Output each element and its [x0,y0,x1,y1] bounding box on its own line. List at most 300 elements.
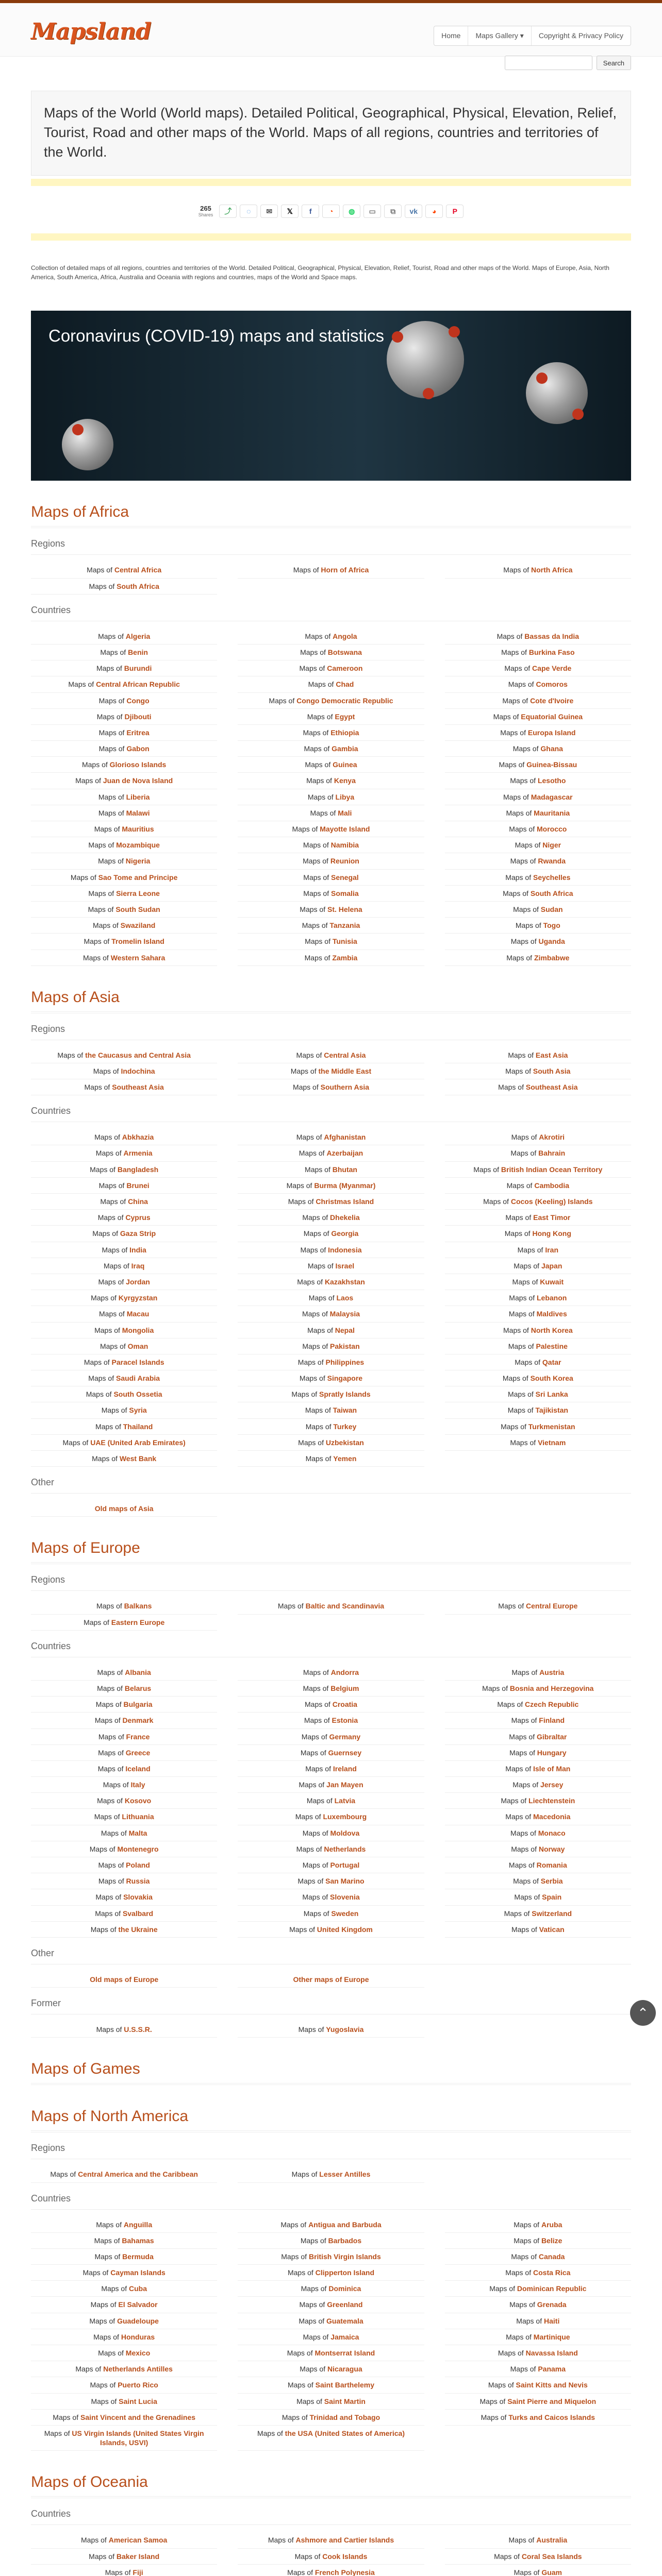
map-link-prefix: Maps of [494,2552,520,2561]
map-link[interactable] [445,676,631,692]
map-link[interactable] [238,2265,424,2281]
map-link[interactable] [238,2166,424,2182]
map-link[interactable] [238,660,424,676]
map-link[interactable] [445,2297,631,2313]
map-link[interactable] [31,1809,217,1825]
map-link[interactable] [238,1386,424,1402]
map-link[interactable] [445,1825,631,1841]
map-link-name: Montenegro [117,1844,159,1853]
map-link[interactable] [31,1825,217,1841]
map-link[interactable] [31,934,217,950]
map-link[interactable] [445,1873,631,1889]
map-link[interactable] [238,1226,424,1242]
map-link[interactable] [31,837,217,853]
map-link-prefix: Maps of [92,1454,118,1463]
map-link[interactable] [238,870,424,886]
map-link[interactable] [445,1290,631,1306]
map-link[interactable] [238,1857,424,1873]
map-link[interactable] [238,2426,424,2451]
map-link[interactable] [238,1079,424,1095]
map-link[interactable] [31,1338,217,1354]
map-link[interactable] [238,645,424,660]
map-link[interactable] [238,1258,424,1274]
map-link[interactable] [31,950,217,966]
map-link[interactable] [31,1162,217,1178]
map-link[interactable] [31,1761,217,1777]
map-link[interactable] [238,2410,424,2426]
back-to-top-button[interactable] [630,2000,656,2026]
map-link[interactable] [238,1697,424,1713]
x-share-button[interactable] [281,205,299,218]
map-link[interactable] [445,821,631,837]
map-link[interactable] [238,1906,424,1922]
map-link[interactable] [445,645,631,660]
map-link[interactable] [445,2410,631,2426]
map-link[interactable] [445,1306,631,1322]
map-link[interactable] [31,2233,217,2249]
map-link[interactable] [31,1598,217,1614]
map-link[interactable] [31,1745,217,1761]
map-link[interactable] [31,2217,217,2233]
map-link[interactable] [238,821,424,837]
map-link[interactable] [238,1194,424,1210]
map-link[interactable] [445,562,631,578]
ad-strip-2 [31,233,631,241]
map-link[interactable] [31,562,217,578]
share-share-button[interactable] [219,205,237,218]
messenger-share-button[interactable] [240,205,257,218]
map-link[interactable] [31,1681,217,1697]
map-link-name: Saint Lucia [119,2397,157,2405]
map-link[interactable] [238,886,424,902]
map-link[interactable] [238,789,424,805]
map-link[interactable] [238,2233,424,2249]
reddit-share-button[interactable] [322,205,340,218]
map-link[interactable] [238,950,424,966]
map-link[interactable] [445,918,631,934]
map-link[interactable] [238,1145,424,1161]
map-link[interactable] [445,1809,631,1825]
map-link[interactable] [31,773,217,789]
map-link[interactable] [445,1242,631,1258]
map-link[interactable] [238,1729,424,1745]
map-link-prefix: Maps of [506,808,532,817]
map-link[interactable] [31,902,217,918]
map-link[interactable] [445,2532,631,2548]
map-link[interactable] [445,1047,631,1063]
map-link[interactable] [445,2265,631,2281]
nav-maps-gallery[interactable] [468,26,531,45]
map-link[interactable] [31,821,217,837]
search-input[interactable] [505,56,592,70]
map-link[interactable] [445,870,631,886]
map-link[interactable] [31,2377,217,2393]
map-link[interactable] [445,1857,631,1873]
covid-banner[interactable] [31,311,631,481]
map-link[interactable] [31,1306,217,1322]
map-link[interactable] [238,902,424,918]
map-link[interactable] [445,725,631,741]
map-link[interactable] [445,2345,631,2361]
nav-home[interactable]: Home [434,26,468,45]
map-link[interactable] [445,1435,631,1451]
map-link[interactable] [31,2022,217,2038]
map-link-name: Navassa Island [525,2349,578,2358]
map-link[interactable] [31,2249,217,2265]
map-link[interactable] [445,1162,631,1178]
map-link[interactable] [445,853,631,869]
site-logo[interactable]: Mapsland [31,19,151,45]
map-link[interactable] [238,1972,424,1988]
map-link[interactable] [445,1226,631,1242]
map-link[interactable] [31,1210,217,1226]
pinterest-share-button[interactable] [446,205,464,218]
map-link[interactable] [31,1451,217,1467]
map-link[interactable] [238,2022,424,2038]
map-link[interactable] [238,1063,424,1079]
map-link[interactable] [445,789,631,805]
map-link[interactable] [238,1402,424,1418]
map-link[interactable] [31,805,217,821]
map-link[interactable] [445,2329,631,2345]
map-link[interactable] [31,676,217,692]
map-link[interactable] [238,1354,424,1370]
map-link[interactable] [31,725,217,741]
map-link[interactable] [445,1841,631,1857]
map-link[interactable] [238,1922,424,1938]
map-link[interactable] [238,1809,424,1825]
map-link[interactable] [445,1354,631,1370]
map-link[interactable] [445,1210,631,1226]
map-link[interactable] [445,2249,631,2265]
map-link[interactable] [31,2426,217,2451]
map-link[interactable] [31,1386,217,1402]
map-link[interactable] [31,2297,217,2313]
map-link[interactable] [31,918,217,934]
map-link[interactable] [31,1370,217,1386]
map-link[interactable] [31,1922,217,1938]
map-link[interactable] [31,2565,217,2576]
map-link-name: Zambia [332,953,358,962]
map-link[interactable] [445,2281,631,2297]
map-link[interactable] [31,741,217,757]
map-link[interactable] [238,2297,424,2313]
map-link[interactable] [238,693,424,709]
map-link-name: Jersey [540,1781,564,1789]
map-link[interactable] [238,1274,424,1290]
map-link[interactable] [445,934,631,950]
map-link[interactable] [238,934,424,950]
map-link-name: Bulgaria [123,1700,153,1709]
map-link-prefix: Maps of [81,760,108,769]
map-link[interactable] [238,1290,424,1306]
map-link-name: Tunisia [332,937,357,946]
map-link[interactable] [238,853,424,869]
map-link[interactable] [238,1873,424,1889]
map-link[interactable] [445,2549,631,2565]
map-link[interactable] [445,1274,631,1290]
map-link[interactable] [31,1841,217,1857]
map-link[interactable] [31,1419,217,1435]
map-link[interactable] [31,2532,217,2548]
map-link[interactable] [31,2549,217,2565]
map-link[interactable] [31,1194,217,1210]
map-link[interactable] [31,629,217,645]
map-link[interactable] [31,1906,217,1922]
map-link-prefix: Maps of [305,1406,331,1415]
map-link[interactable] [31,886,217,902]
map-link[interactable] [31,2394,217,2410]
map-link[interactable] [238,1681,424,1697]
map-link[interactable] [238,709,424,725]
map-link[interactable] [31,853,217,869]
map-link-name: Martinique [533,2332,570,2341]
map-link[interactable] [445,2217,631,2233]
map-link[interactable] [445,1323,631,1338]
map-link[interactable] [445,1729,631,1745]
map-link[interactable] [31,2345,217,2361]
map-link[interactable] [238,1323,424,1338]
map-link[interactable] [31,1501,217,1517]
map-link[interactable] [238,1419,424,1435]
map-link[interactable] [445,886,631,902]
map-link[interactable] [445,1129,631,1145]
map-link[interactable] [238,1178,424,1194]
map-link[interactable] [445,837,631,853]
map-link[interactable] [238,1841,424,1857]
map-link[interactable] [31,1713,217,1728]
map-link[interactable] [31,2361,217,2377]
map-link[interactable] [445,2394,631,2410]
map-link[interactable] [238,805,424,821]
map-link[interactable] [238,1777,424,1793]
map-link[interactable] [238,2565,424,2576]
map-link[interactable] [238,1665,424,1681]
map-link[interactable] [238,562,424,578]
map-link[interactable] [31,1258,217,1274]
map-link[interactable] [31,1435,217,1451]
map-link[interactable] [445,805,631,821]
map-link-name: Ethiopia [330,728,359,737]
map-link[interactable] [238,1598,424,1614]
map-link[interactable] [31,1129,217,1145]
map-link-prefix: Maps of [498,2349,524,2358]
map-link[interactable] [238,676,424,692]
map-link[interactable] [445,902,631,918]
map-link-name: Yemen [333,1454,357,1463]
map-link[interactable] [445,1178,631,1194]
map-link[interactable] [31,1665,217,1681]
map-link[interactable] [31,1729,217,1745]
map-link[interactable] [238,1825,424,1841]
map-link[interactable] [445,1419,631,1435]
map-link[interactable] [31,1354,217,1370]
map-link[interactable] [445,1906,631,1922]
map-link[interactable] [31,1226,217,1242]
map-link[interactable] [31,1063,217,1079]
map-link[interactable] [31,1777,217,1793]
map-link[interactable] [238,2361,424,2377]
map-link[interactable] [445,1745,631,1761]
map-link[interactable] [445,1761,631,1777]
nav-copyright[interactable]: Copyright & Privacy Policy [538,31,623,40]
map-link[interactable] [238,1761,424,1777]
map-link[interactable] [445,1665,631,1681]
map-link[interactable] [238,773,424,789]
sms-share-button[interactable] [363,205,381,218]
map-link[interactable] [238,757,424,773]
map-link[interactable] [238,2345,424,2361]
map-link[interactable] [445,1194,631,1210]
map-link[interactable] [445,757,631,773]
vk-share-button[interactable] [405,205,422,218]
map-link[interactable] [31,2410,217,2426]
map-link[interactable] [445,1889,631,1905]
map-link-prefix: Maps of [94,1812,120,1821]
map-link[interactable] [238,1242,424,1258]
map-link[interactable] [31,870,217,886]
map-link-name: Oman [127,1342,148,1350]
map-link[interactable] [238,1889,424,1905]
map-link[interactable] [445,2313,631,2329]
map-link[interactable] [445,1402,631,1418]
map-link[interactable] [445,1370,631,1386]
map-link[interactable] [31,1697,217,1713]
map-link[interactable] [445,709,631,725]
map-link[interactable] [31,2166,217,2182]
map-link[interactable] [445,1713,631,1728]
email-share-button[interactable] [260,205,278,218]
map-link[interactable] [238,1793,424,1809]
map-link[interactable] [31,1047,217,1063]
map-link[interactable] [445,2565,631,2576]
map-link[interactable] [31,2329,217,2345]
map-link-prefix: Maps of [101,1406,127,1415]
map-link[interactable] [238,1370,424,1386]
map-link[interactable] [31,1290,217,1306]
map-link[interactable] [445,1145,631,1161]
map-link[interactable] [238,2549,424,2565]
map-link[interactable] [238,2394,424,2410]
map-link[interactable] [445,2377,631,2393]
map-link[interactable] [238,2217,424,2233]
whatsapp-share-button[interactable] [343,205,360,218]
map-link[interactable] [445,1793,631,1809]
map-link[interactable] [31,1178,217,1194]
map-link-prefix: Maps of [70,873,96,882]
map-link[interactable] [445,1922,631,1938]
map-link[interactable] [445,773,631,789]
map-link[interactable] [31,1145,217,1161]
map-link-name: Tanzania [329,921,360,930]
map-link[interactable] [31,709,217,725]
map-link[interactable] [445,1258,631,1274]
map-link-name: South Sudan [115,905,160,913]
map-link[interactable] [238,2532,424,2548]
facebook-share-button[interactable] [302,205,319,218]
map-link[interactable] [445,629,631,645]
map-link[interactable] [238,1162,424,1178]
map-link-name: Israel [335,1261,355,1270]
map-link[interactable] [31,660,217,676]
map-link[interactable] [31,789,217,805]
map-link[interactable] [445,2361,631,2377]
map-link[interactable] [445,950,631,966]
map-link[interactable] [238,2249,424,2265]
map-link[interactable] [31,1079,217,1095]
map-link[interactable] [445,1079,631,1095]
map-link-prefix: Maps of [98,792,124,801]
map-link[interactable] [238,918,424,934]
map-link[interactable] [238,1435,424,1451]
map-link-name: Bahrain [538,1149,566,1158]
map-link[interactable] [238,1713,424,1728]
map-link[interactable] [31,1857,217,1873]
map-link[interactable] [445,1063,631,1079]
map-link[interactable] [31,2313,217,2329]
map-link[interactable] [31,1615,217,1631]
map-link[interactable] [238,741,424,757]
map-link-name: Guatemala [326,2316,363,2325]
map-link[interactable] [31,1972,217,1988]
map-link[interactable] [238,1047,424,1063]
map-link[interactable] [31,2265,217,2281]
map-link[interactable] [238,1451,424,1467]
map-link[interactable] [31,579,217,595]
map-link[interactable] [31,1889,217,1905]
map-link[interactable] [445,1386,631,1402]
map-link[interactable] [31,1793,217,1809]
map-link[interactable] [238,2313,424,2329]
map-link[interactable] [445,1598,631,1614]
map-link-prefix: Maps of [506,2332,532,2341]
map-link[interactable] [445,1697,631,1713]
map-link[interactable] [31,1242,217,1258]
caret-down-icon: ▾ [520,31,524,40]
map-link[interactable] [238,1129,424,1145]
map-link[interactable] [238,1745,424,1761]
reddit-alien-share-button[interactable] [425,205,443,218]
map-link[interactable] [238,725,424,741]
map-link[interactable] [445,1777,631,1793]
map-link[interactable] [238,2281,424,2297]
map-link[interactable] [238,1338,424,1354]
map-link[interactable] [238,1306,424,1322]
map-link[interactable] [31,757,217,773]
map-link[interactable] [31,1873,217,1889]
map-link[interactable] [445,1681,631,1697]
map-link[interactable] [445,2233,631,2249]
map-link[interactable] [445,741,631,757]
map-link-name: the Middle East [318,1066,372,1075]
search-button[interactable]: Search [597,56,631,70]
map-link[interactable] [31,1323,217,1338]
map-link[interactable] [31,1402,217,1418]
map-link[interactable] [31,645,217,660]
copy-link-share-button[interactable] [384,205,402,218]
map-link[interactable] [238,2329,424,2345]
map-link[interactable] [445,1338,631,1354]
map-link[interactable] [238,2377,424,2393]
map-link[interactable] [238,837,424,853]
map-link[interactable] [31,2281,217,2297]
map-link[interactable] [31,693,217,709]
map-link[interactable] [445,660,631,676]
map-link[interactable] [445,693,631,709]
map-link[interactable] [238,629,424,645]
map-link[interactable] [238,1210,424,1226]
map-link[interactable] [31,1274,217,1290]
